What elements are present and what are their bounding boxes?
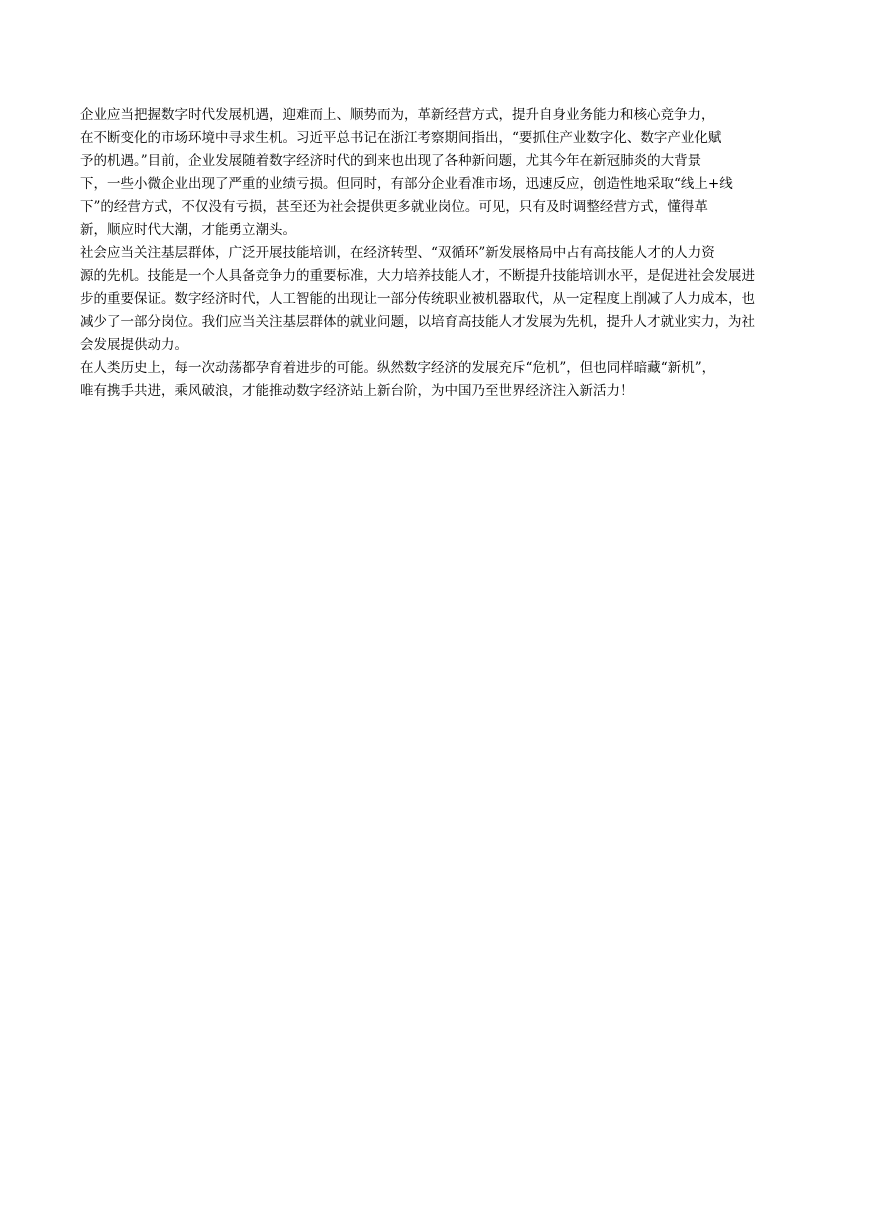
paragraph-2 (80, 242, 792, 357)
text-line: 源的先机。技能是一个人具备竞争力的重要标准，大力培养技能人才，不断提升技能培训水平，是促进社会发展进 (80, 268, 755, 284)
text-line: 社会应当关注基层群体，广泛开展技能培训，在经济转型、“双循环”新发展格局中占有高技能人才的人力资 (80, 245, 715, 261)
text-line: 予的机遇。”目前，企业发展随着数字经济时代的到来也出现了各种新问题，尤其今年在新冠肺炎的大背景 (80, 153, 702, 169)
paragraph-1 (80, 104, 792, 242)
text-line: 唯有携手共进，乘风破浪，才能推动数字经济站上新台阶，为中国乃至世界经济注入新活力！ (80, 383, 634, 399)
text-line: 减少了一部分岗位。我们应当关注基层群体的就业问题，以培育高技能人才发展为先机，提升人才就业实力，为社 (80, 314, 755, 330)
text-line: 步的重要保证。数字经济时代，人工智能的出现让一部分传统职业被机器取代，从一定程度上削减了人力成本，也 (80, 291, 755, 307)
text-line: 企业应当把握数字时代发展机遇，迎难而上、顺势而为，革新经营方式，提升自身业务能力和核心竞争力， (80, 107, 715, 123)
document-body (80, 104, 792, 403)
text-line: 下，一些小微企业出现了严重的业绩亏损。但同时，有部分企业看准市场，迅速反应，创造性地采取“线上+线 (80, 176, 733, 192)
text-line: 在不断变化的市场环境中寻求生机。习近平总书记在浙江考察期间指出，“要抓住产业数字化、数字产业化赋 (80, 130, 722, 146)
text-line: 在人类历史上，每一次动荡都孕育着进步的可能。纵然数字经济的发展充斥“危机”，但也同样暗藏“新机”， (80, 360, 716, 376)
text-line: 下”的经营方式，不仅没有亏损，甚至还为社会提供更多就业岗位。可见，只有及时调整经营方式，懂得革 (80, 199, 708, 215)
text-line: 新，顺应时代大潮，才能勇立潮头。 (80, 222, 296, 238)
text-line: 会发展提供动力。 (80, 337, 188, 353)
paragraph-3 (80, 357, 792, 403)
